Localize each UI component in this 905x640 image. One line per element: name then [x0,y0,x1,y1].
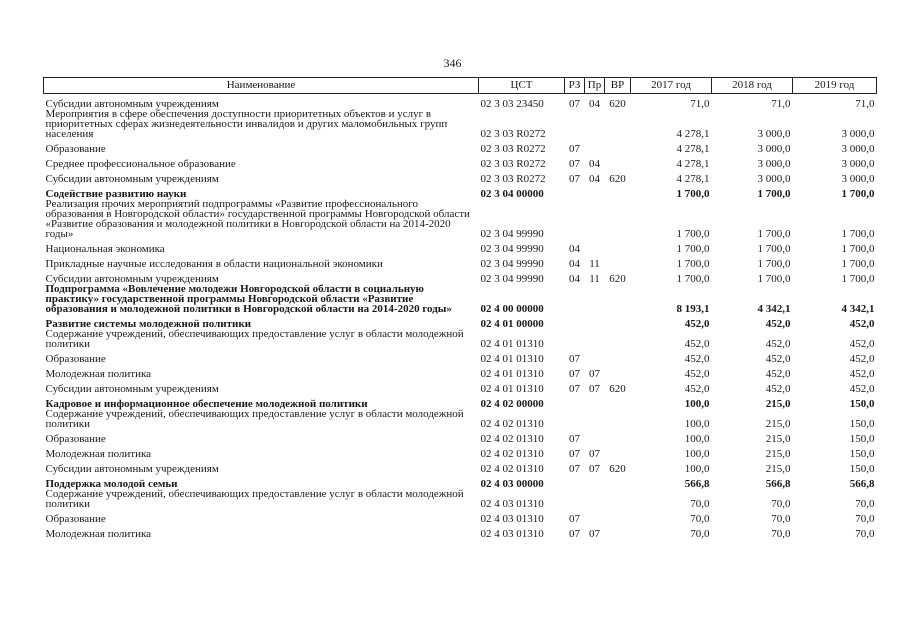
cell-2019: 452,0 [849,368,875,380]
table-row [44,459,877,474]
cell-pr: 07 [589,383,600,395]
cell-cst: 02 4 01 01310 [480,383,544,395]
cell-2018: 1 700,0 [757,188,791,200]
cell-2019: 70,0 [855,498,875,510]
cell-pr [585,139,605,154]
cell-name: Субсидии автономным учреждениям [45,383,219,395]
cell-rz: 07 [569,528,580,540]
cell-cst: 02 4 02 00000 [480,398,544,410]
table-row [44,474,877,489]
cell-rz: 07 [569,463,580,475]
cell-pr: 11 [589,258,600,270]
cell-2018: 1 700,0 [757,258,791,270]
cell-pr [585,284,605,314]
cell-2019: 3 000,0 [841,143,875,155]
cell-cst: 02 3 03 R0272 [480,128,546,140]
cell-vr [605,254,631,269]
cell-rz: 07 [569,368,580,380]
cell-name: Реализация прочих мероприятий подпрограммы «Развитие профессионального образования в Новгородской области» государственной программы Новгородской области «Развитие образования и молодежной политики в Новгородской области на 2014-2020 годы» [45,198,470,240]
cell-2019: 150,0 [849,448,875,460]
cell-2017: 100,0 [684,398,710,410]
cell-2018: 1 700,0 [757,228,791,240]
cell-2019: 71,0 [855,98,875,110]
column-header-name: Наименование [44,78,479,94]
cell-name: Развитие системы молодежной политики [45,318,252,330]
cell-2019: 4 342,1 [841,303,875,315]
table-row [44,94,877,110]
cell-pr: 07 [589,448,600,460]
cell-2017: 100,0 [684,433,710,445]
page-number: 346 [443,56,462,70]
cell-pr [585,239,605,254]
table-row [44,429,877,444]
cell-cst: 02 3 04 99990 [480,273,544,285]
cell-rz: 04 [569,258,580,270]
table-row [44,379,877,394]
cell-2017: 1 700,0 [676,228,710,240]
cell-cst: 02 4 03 01310 [480,498,544,510]
cell-pr [585,329,605,349]
table-row [44,154,877,169]
table-row [44,444,877,459]
cell-vr [605,474,631,489]
table-row [44,254,877,269]
cell-vr [605,199,631,239]
cell-2019: 3 000,0 [841,128,875,140]
cell-cst: 02 4 01 01310 [480,368,544,380]
cell-2017: 1 700,0 [676,273,710,285]
cell-2017: 8 193,1 [676,303,710,315]
cell-cst: 02 4 02 01310 [480,418,544,430]
cell-2019: 3 000,0 [841,158,875,170]
cell-rz [565,199,585,239]
cell-vr [605,489,631,509]
column-header-pr: Пр [585,78,605,94]
cell-2018: 3 000,0 [757,128,791,140]
cell-2017: 452,0 [684,383,710,395]
cell-pr: 04 [589,173,600,185]
cell-2019: 452,0 [849,318,875,330]
cell-name: Субсидии автономным учреждениям [45,463,219,475]
cell-name: Мероприятия в сфере обеспечения доступности приоритетных объектов и услуг в приоритетных сферах жизнедеятельности инвалидов и других маломобильных групп населения [45,108,448,140]
cell-vr: 620 [609,463,626,475]
cell-2018: 1 700,0 [757,273,791,285]
cell-2019: 1 700,0 [841,188,875,200]
cell-cst: 02 4 00 00000 [480,303,544,315]
table-row [44,284,877,314]
cell-cst: 02 3 03 R0272 [480,173,546,185]
table-row [44,364,877,379]
cell-2017: 4 278,1 [676,143,710,155]
cell-vr: 620 [609,383,626,395]
cell-2018: 215,0 [765,448,791,460]
cell-2017: 70,0 [690,498,710,510]
cell-vr [605,364,631,379]
cell-rz [565,284,585,314]
cell-2018: 566,8 [765,478,791,490]
cell-rz [565,109,585,139]
cell-2018: 452,0 [765,353,791,365]
table-row [44,199,877,239]
cell-2018: 70,0 [771,513,791,525]
cell-2017: 1 700,0 [676,258,710,270]
cell-name: Поддержка молодой семьи [45,478,178,490]
cell-2018: 215,0 [765,463,791,475]
cell-name: Содержание учреждений, обеспечивающих предоставление услуг в области молодежной политики [45,328,464,350]
cell-2019: 150,0 [849,433,875,445]
cell-rz [565,314,585,329]
cell-pr [585,489,605,509]
cell-2018: 452,0 [765,318,791,330]
cell-cst: 02 4 01 00000 [480,318,544,330]
cell-2018: 71,0 [771,98,791,110]
cell-pr [585,509,605,524]
cell-pr [585,184,605,199]
cell-name: Образование [45,353,106,365]
table-body [44,94,877,540]
cell-pr [585,314,605,329]
cell-rz [565,184,585,199]
cell-vr: 620 [609,98,626,110]
cell-2018: 3 000,0 [757,173,791,185]
cell-rz [565,329,585,349]
cell-name: Образование [45,433,106,445]
column-header-2017: 2017 год [631,78,712,94]
cell-2017: 100,0 [684,418,710,430]
cell-2019: 452,0 [849,383,875,395]
cell-2018: 215,0 [765,418,791,430]
cell-vr [605,154,631,169]
cell-name: Молодежная политика [45,368,152,380]
cell-2018: 4 342,1 [757,303,791,315]
cell-2018: 1 700,0 [757,243,791,255]
cell-pr [585,109,605,139]
cell-rz [565,409,585,429]
cell-2019: 1 700,0 [841,273,875,285]
cell-2017: 70,0 [690,528,710,540]
cell-name: Образование [45,513,106,525]
cell-2019: 150,0 [849,463,875,475]
cell-rz: 07 [569,433,580,445]
cell-name: Субсидии автономным учреждениям [45,173,219,185]
table-row [44,184,877,199]
cell-vr [605,524,631,539]
cell-vr [605,329,631,349]
cell-vr [605,349,631,364]
column-header-2019: 2019 год [793,78,877,94]
cell-2017: 100,0 [684,448,710,460]
table-row [44,314,877,329]
cell-2017: 71,0 [690,98,710,110]
cell-2019: 1 700,0 [841,228,875,240]
cell-2017: 452,0 [684,338,710,350]
cell-2018: 3 000,0 [757,158,791,170]
cell-pr [585,394,605,409]
cell-2019: 452,0 [849,338,875,350]
table-row [44,139,877,154]
cell-cst: 02 4 01 01310 [480,338,544,350]
cell-2019: 70,0 [855,528,875,540]
cell-rz: 07 [569,158,580,170]
column-header-vr: ВР [605,78,631,94]
header-row [44,78,877,94]
table-row [44,329,877,349]
cell-name: Содержание учреждений, обеспечивающих предоставление услуг в области молодежной политики [45,488,464,510]
cell-name: Субсидии автономным учреждениям [45,98,219,110]
cell-cst: 02 4 03 01310 [480,528,544,540]
cell-2017: 1 700,0 [676,243,710,255]
cell-vr [605,429,631,444]
table-row [44,269,877,284]
cell-vr [605,509,631,524]
cell-2017: 4 278,1 [676,158,710,170]
cell-rz [565,489,585,509]
cell-vr [605,184,631,199]
cell-cst: 02 3 04 99990 [480,258,544,270]
cell-name: Молодежная политика [45,528,152,540]
cell-2017: 452,0 [684,353,710,365]
table-row [44,509,877,524]
cell-pr [585,349,605,364]
cell-vr [605,444,631,459]
cell-rz: 07 [569,353,580,365]
cell-2017: 4 278,1 [676,173,710,185]
cell-cst: 02 3 04 00000 [480,188,544,200]
cell-2019: 150,0 [849,418,875,430]
cell-vr [605,394,631,409]
cell-name: Субсидии автономным учреждениям [45,273,219,285]
cell-pr: 07 [589,463,600,475]
cell-pr: 07 [589,368,600,380]
cell-2019: 150,0 [849,398,875,410]
cell-2019: 452,0 [849,353,875,365]
cell-2017: 452,0 [684,318,710,330]
cell-pr: 07 [589,528,600,540]
cell-rz [565,394,585,409]
cell-pr: 04 [589,158,600,170]
cell-pr [585,199,605,239]
table-row [44,409,877,429]
cell-2017: 452,0 [684,368,710,380]
cell-2019: 3 000,0 [841,173,875,185]
cell-pr [585,429,605,444]
cell-vr: 620 [609,173,626,185]
cell-cst: 02 4 03 00000 [480,478,544,490]
cell-cst: 02 4 02 01310 [480,433,544,445]
table-row [44,349,877,364]
cell-pr: 11 [589,273,600,285]
cell-2018: 215,0 [765,433,791,445]
cell-cst: 02 3 04 99990 [480,228,544,240]
cell-name: Прикладные научные исследования в области национальной экономики [45,258,383,270]
column-header-cst: ЦСТ [479,78,565,94]
cell-2019: 1 700,0 [841,243,875,255]
cell-name: Образование [45,143,106,155]
cell-rz: 07 [569,448,580,460]
cell-rz: 07 [569,513,580,525]
cell-cst: 02 3 03 R0272 [480,143,546,155]
cell-2017: 566,8 [684,478,710,490]
cell-rz: 07 [569,98,580,110]
table-row [44,524,877,539]
cell-rz: 07 [569,143,580,155]
table-row [44,109,877,139]
cell-name: Национальная экономика [45,243,165,255]
table-row [44,169,877,184]
cell-2019: 70,0 [855,513,875,525]
table-row [44,394,877,409]
cell-2017: 1 700,0 [676,188,710,200]
cell-cst: 02 4 02 01310 [480,463,544,475]
cell-2018: 452,0 [765,368,791,380]
cell-name: Среднее профессиональное образование [45,158,236,170]
cell-pr: 04 [589,98,600,110]
cell-cst: 02 3 03 23450 [480,98,544,110]
table-row [44,489,877,509]
cell-2018: 215,0 [765,398,791,410]
cell-2017: 100,0 [684,463,710,475]
cell-2018: 70,0 [771,528,791,540]
cell-2018: 70,0 [771,498,791,510]
cell-2019: 566,8 [849,478,875,490]
cell-cst: 02 3 04 99990 [480,243,544,255]
cell-pr [585,474,605,489]
cell-vr [605,139,631,154]
cell-vr [605,284,631,314]
budget-table [43,77,877,539]
cell-2018: 452,0 [765,338,791,350]
cell-vr [605,239,631,254]
cell-name: Молодежная политика [45,448,152,460]
cell-2017: 70,0 [690,513,710,525]
cell-name: Содействие развитию науки [45,188,187,200]
column-header-2018: 2018 год [712,78,793,94]
cell-vr: 620 [609,273,626,285]
cell-2019: 1 700,0 [841,258,875,270]
column-header-rz: РЗ [565,78,585,94]
cell-cst: 02 4 02 01310 [480,448,544,460]
cell-name: Кадровое и информационное обеспечение молодежной политики [45,398,368,410]
cell-rz [565,474,585,489]
cell-vr [605,314,631,329]
cell-vr [605,109,631,139]
cell-name: Содержание учреждений, обеспечивающих предоставление услуг в области молодежной политики [45,408,464,430]
cell-rz: 07 [569,383,580,395]
cell-vr [605,409,631,429]
cell-rz: 04 [569,243,580,255]
cell-cst: 02 4 03 01310 [480,513,544,525]
cell-pr [585,409,605,429]
cell-2017: 4 278,1 [676,128,710,140]
cell-cst: 02 4 01 01310 [480,353,544,365]
cell-2018: 452,0 [765,383,791,395]
cell-name: Подпрограмма «Вовлечение молодежи Новгородской области в социальную практику» государственной программы Новгородской области «Развитие образования и молодежной политики в Новгородской области на 2014-2020 годы» [45,283,452,315]
cell-2018: 3 000,0 [757,143,791,155]
cell-cst: 02 3 03 R0272 [480,158,546,170]
cell-rz: 04 [569,273,580,285]
table-row [44,239,877,254]
cell-rz: 07 [569,173,580,185]
